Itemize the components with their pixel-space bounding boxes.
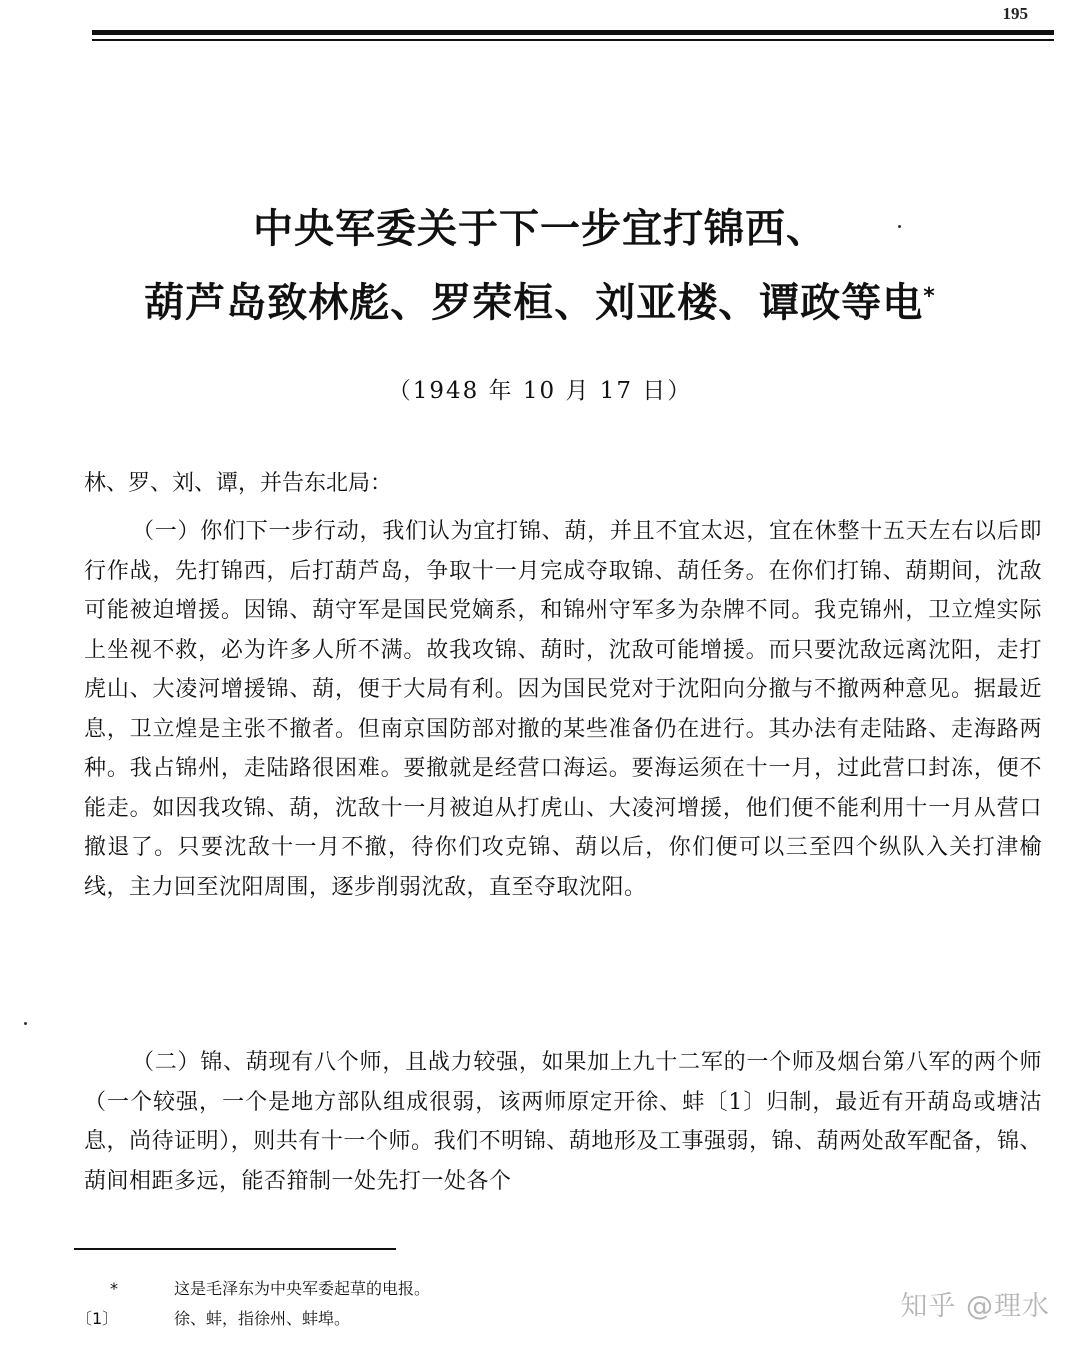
scan-speck [24, 1022, 27, 1025]
scan-speck [898, 225, 901, 228]
footnote-rule [74, 1248, 396, 1250]
title-footnote-marker: * [923, 284, 936, 309]
header-rule-thin [92, 39, 1054, 41]
salutation: 林、罗、刘、谭，并告东北局： [84, 471, 393, 496]
document-date: （1948 年 10 月 17 日） [387, 378, 693, 404]
watermark: 知乎 @理水 [900, 1291, 1050, 1322]
paragraph-2: （二）锦、葫现有八个师，且战力较强，如果加上九十二军的一个师及烟台第八军的两个师（一个较强，一个是地方部队组成很弱，该两师原定开徐、蚌〔1〕归制，最近有开葫岛或塘沽息，尚待证明），则共有十一个师。我们不明锦、葫地形及工事强弱，锦、葫两处敌军配备，锦、葫间相距多远，能否箝制一处先打一处各个 [84, 1050, 1042, 1194]
paragraph-1: （一）你们下一步行动，我们认为宜打锦、葫，并且不宜太迟，宜在休整十五天左右以后即行作战，先打锦西，后打葫芦岛，争取十一月完成夺取锦、葫任务。在你们打锦、葫期间，沈敌可能被迫增援。因锦、葫守军是国民党嫡系，和锦州守军多为杂牌不同。我克锦州，卫立煌实际上坐视不救，必为许多人所不满。故我攻锦、葫时，沈敌可能增援。而只要沈敌远离沈阳，走打虎山、大凌河增援锦、葫，便于大局有利。因为国民党对于沈阳向分撤与不撤两种意见。据最近息，卫立煌是主张不撤者。但南京国防部对撤的某些准备仍在进行。其办法有走陆路、走海路两种。我占锦州，走陆路很困难。要撤就是经营口海运。要海运须在十一月，过此营口封冻，便不能走。如因我攻锦、葫，沈敌十一月被迫从打虎山、大凌河增援，他们便不能利用十一月从营口撤退了。只要沈敌十一月不撤，待你们攻克锦、葫以后，你们便可以三至四个纵队入关打津榆线，主力回至沈阳周围，逐步削弱沈敌，直至夺取沈阳。 [84, 519, 1042, 900]
footnote-2 [76, 1306, 350, 1329]
footnote-1-mark: * [110, 1279, 118, 1298]
title-line-2 [80, 266, 1000, 340]
footnote-2-text: 徐、蚌，指徐州、蚌埠。 [174, 1309, 351, 1328]
document-title [80, 192, 1000, 340]
page-number: 195 [1002, 4, 1028, 23]
title-line-1: 中央军委关于下一步宜打锦西、 [253, 206, 827, 252]
header-rule [92, 30, 1054, 35]
footnote-1-text: 这是毛泽东为中央军委起草的电报。 [174, 1279, 431, 1298]
footnote-2-mark: 〔1〕 [76, 1309, 119, 1328]
title-line-2-text: 葫芦岛致林彪、罗荣桓、刘亚楼、谭政等电 [144, 280, 924, 326]
footnote-1 [110, 1276, 430, 1299]
